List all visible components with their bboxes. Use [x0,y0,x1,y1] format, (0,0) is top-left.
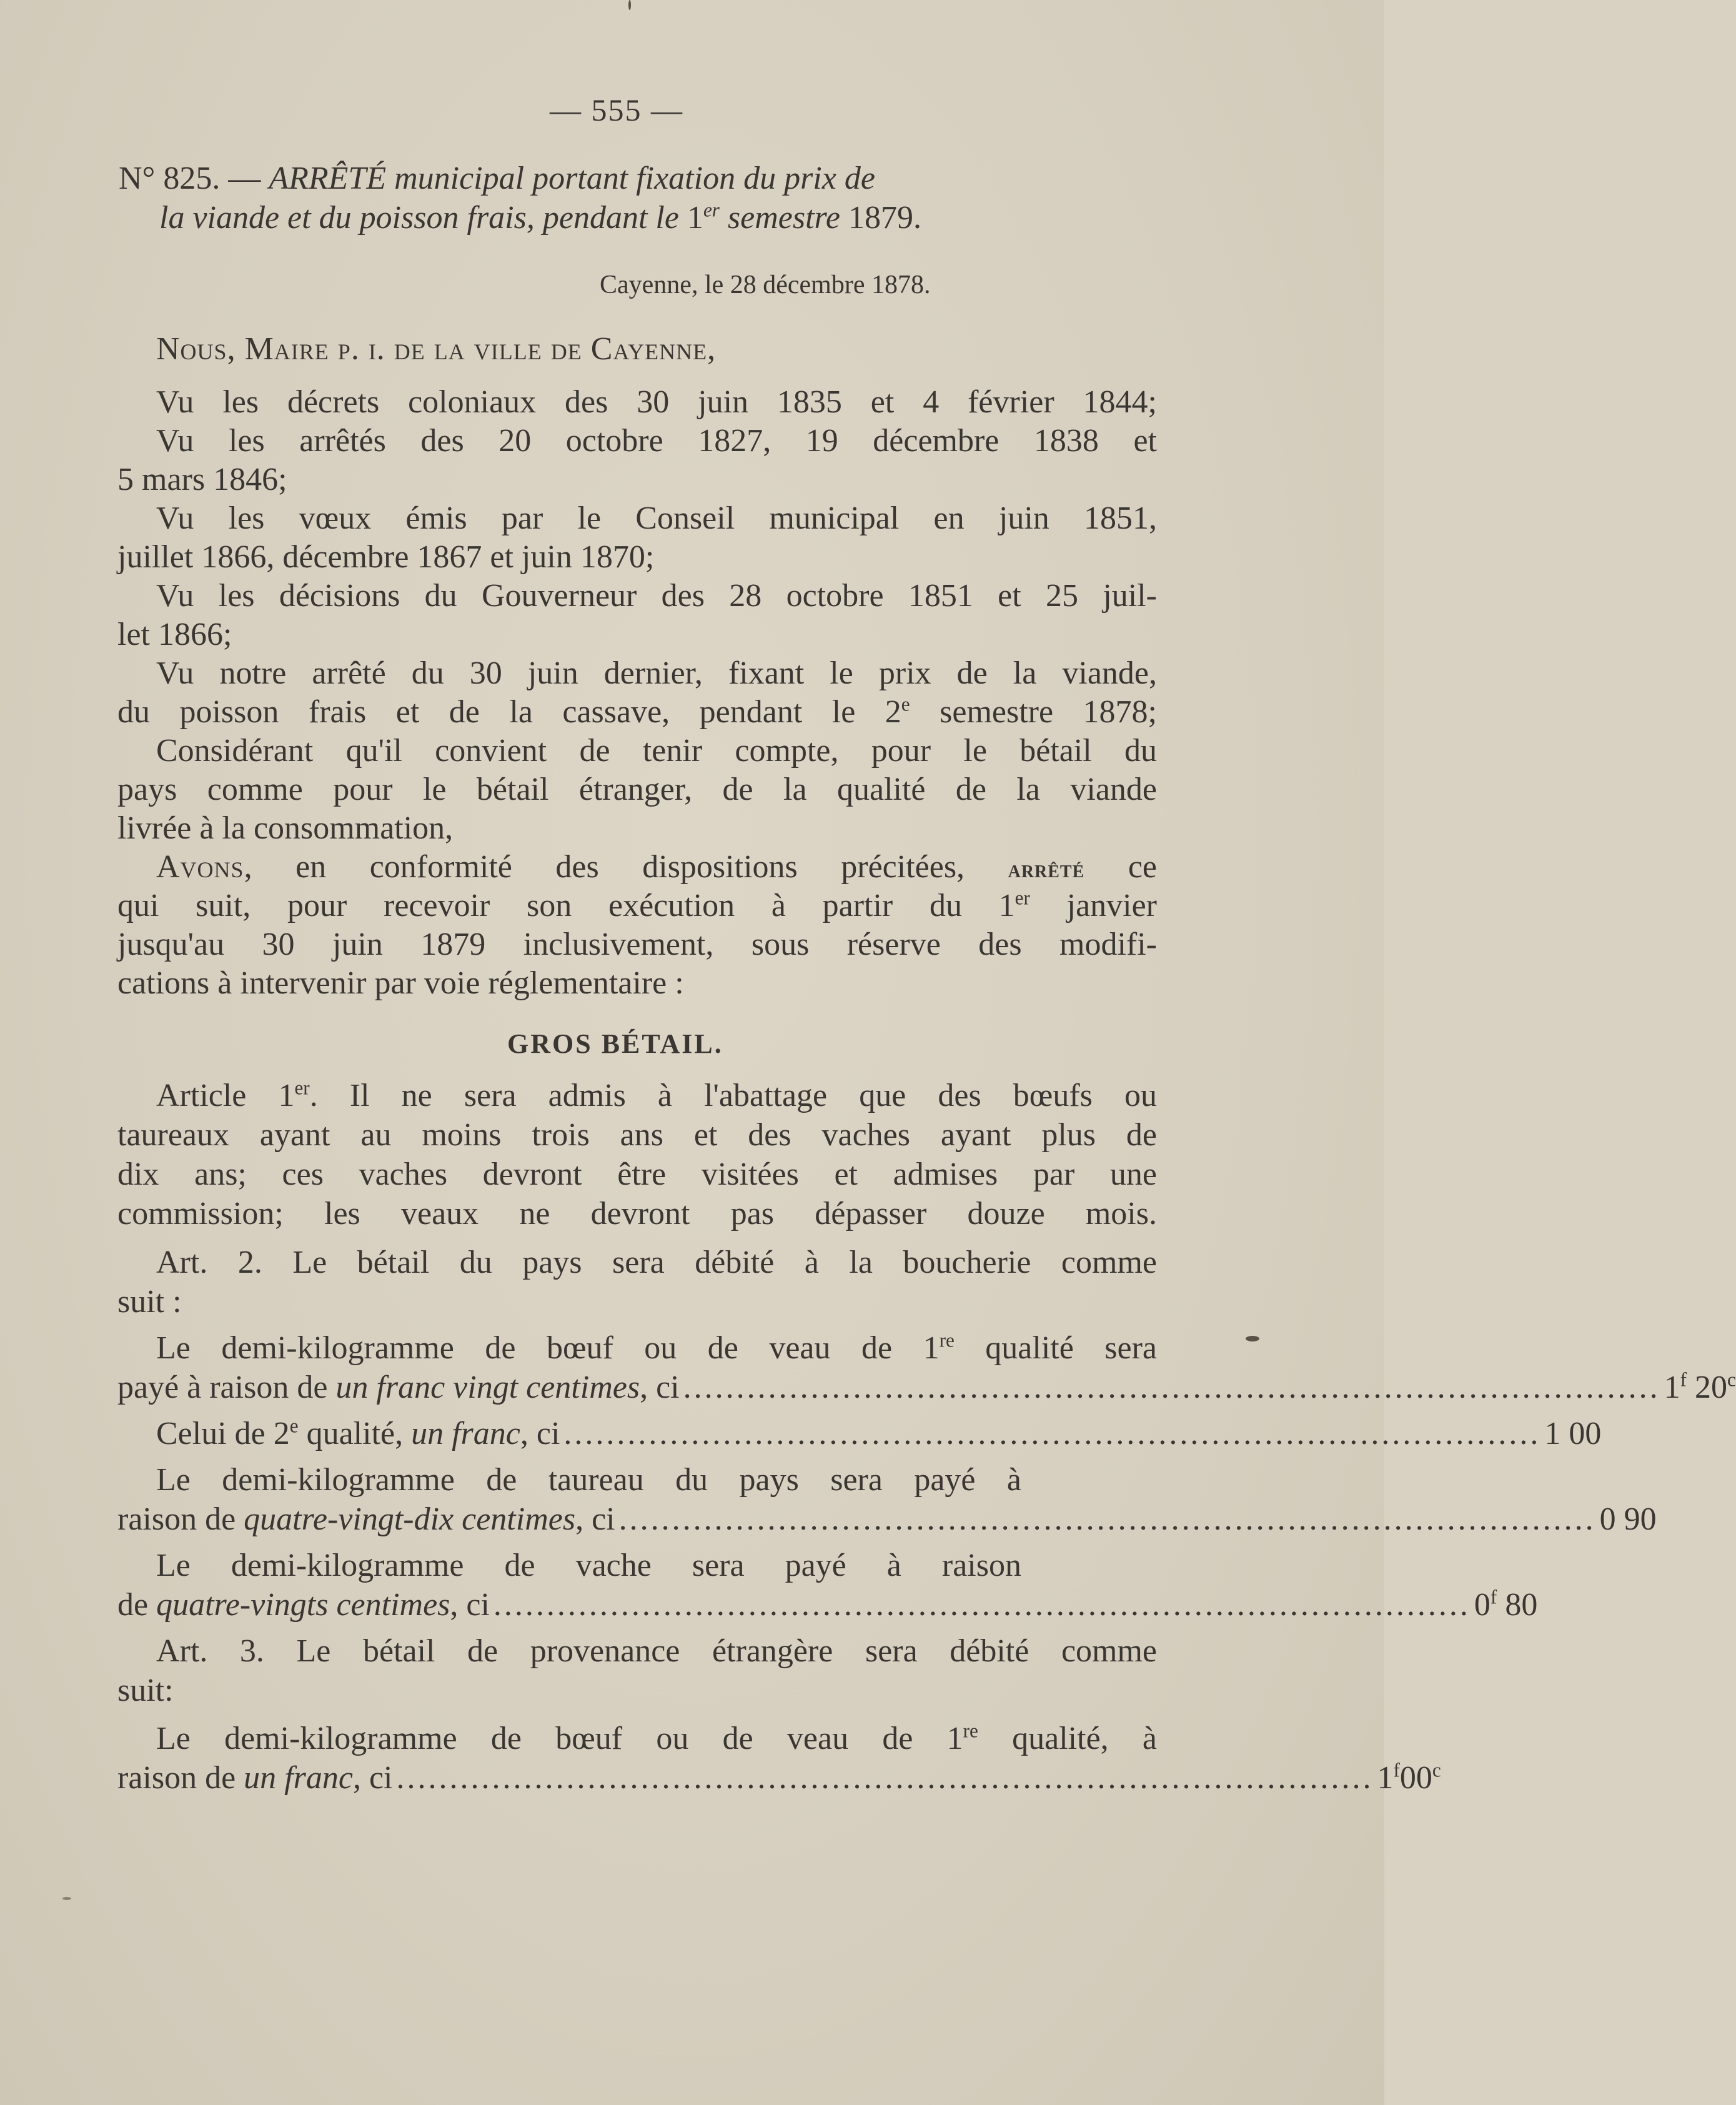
preamble-line: Vu les arrêtés des 20 octobre 1827, 19 décembre 1838 et [156,423,1157,459]
preamble-line [117,693,1157,732]
price-label [117,1500,615,1539]
avons-text: Avons [156,849,244,885]
price-unit-sup: f [1393,1759,1400,1781]
price-line [117,1759,1441,1798]
price-in-words: quatre-vingts centimes [156,1587,450,1623]
price-value-part: 1 [1377,1760,1394,1796]
decree-title-text: ARRÊTÉ municipal portant fixation du prix de [269,161,875,196]
preamble-line: Considérant qu'il convient de tenir compte, pour le bétail du [156,733,1157,769]
paper-speck [628,0,631,10]
ordinal-sup: re [939,1329,955,1351]
price-value: 0 90 [1599,1501,1657,1537]
price-unit-sup: c [1432,1759,1441,1781]
leader-dots: ............................................................................................ [396,1760,1374,1796]
price-item-line: Le demi-kilogramme de taureau du pays sera payé à [156,1462,1021,1498]
article-1-line: dix ans; ces vaches devront être visitées et admises par une [117,1157,1157,1192]
price-text: Le demi-kilogramme de bœuf ou de veau de 1 [156,1330,940,1366]
price-text: qualité, à [978,1721,1157,1756]
price-text: payé à raison de [117,1370,336,1405]
price-label [117,1368,680,1407]
price-value: 1 00 [1544,1416,1602,1451]
price-line [117,1500,1657,1539]
decree-title-line-2 [159,199,921,237]
price-text: , ci [640,1370,680,1405]
preamble-line: let 1866; [117,617,232,652]
price-value [1664,1368,1736,1407]
title-text: la viande et du poisson frais, pendant le [159,200,687,236]
price-value [1474,1586,1537,1625]
preamble-line [117,887,1157,925]
article-3-line: suit: [117,1673,174,1708]
paper-speck [62,1897,71,1900]
preamble-text: semestre 1878; [910,694,1157,730]
ordinal-sup: e [901,693,910,715]
article-2-line: suit : [117,1284,182,1320]
preamble-line: Vu les décisions du Gouverneur des 28 octobre 1851 et 25 juil- [156,578,1157,614]
preamble-line [156,330,1157,369]
leader-dots: ............................................................................................ [563,1416,1541,1451]
article-2-line: Art. 2. Le bétail du pays sera débité à la boucherie comme [156,1245,1157,1280]
article-1-line: commission; les veaux ne devront pas dépasser douze mois. [117,1196,1157,1232]
price-text: qualité, [298,1416,412,1451]
preamble-line: livrée à la consommation, [117,810,454,846]
leader-dots: ............................................................................................ [683,1370,1660,1405]
price-text: Celui de 2 [156,1416,290,1451]
price-line [117,1368,1736,1407]
title-text: semestre [719,200,848,236]
price-unit-sup: c [1727,1368,1736,1391]
preamble-line: Vu les vœux émis par le Conseil municipal en juin 1851, [156,500,1157,536]
article-1-line: taureaux ayant au moins trois ans et des vaches ayant plus de [117,1117,1157,1153]
price-text: Le demi-kilogramme de bœuf ou de veau de 1 [156,1721,963,1756]
price-text: , ci [450,1587,490,1623]
price-value-part: 00 [1399,1760,1432,1796]
paper-speck [1246,1336,1259,1341]
price-text: raison de [117,1501,244,1537]
price-in-words: un franc [244,1760,353,1796]
preamble-text: qui suit, pour recevoir son exécution à partir du 1 [117,888,1015,923]
article-3-line: Art. 3. Le bétail de provenance étrangère sera débité comme [156,1633,1157,1669]
price-in-words: quatre-vingt-dix centimes [244,1501,576,1537]
price-text: de [117,1587,157,1623]
page-number: — 555 — [550,92,683,127]
ordinal-sup: e [289,1415,299,1437]
section-heading: GROS BÉTAIL. [507,1028,723,1059]
preamble-text: Nous, Maire p. i. de la ville de Cayenne, [156,331,717,367]
price-text: qualité sera [954,1330,1158,1366]
leader-dots: ............................................................................................ [493,1587,1471,1623]
price-value [1377,1759,1441,1798]
price-in-words: un franc vingt centimes [335,1370,640,1405]
leader-dots: ............................................................................................ [618,1501,1596,1537]
article-text: . Il ne sera admis à l'abattage que des bœufs ou [309,1078,1157,1113]
article-1-line [156,1077,1157,1115]
preamble-line: cations à intervenir par voie réglementaire : [117,965,684,1001]
price-unit-sup: f [1680,1368,1687,1391]
title-year: 1879. [848,200,921,236]
preamble-line: jusqu'au 30 juin 1879 inclusivement, sous réserve des modifi- [117,927,1157,962]
title-ordinal-sup: er [703,199,720,221]
arrete-text: arrêté [1008,855,1085,883]
price-unit-sup: f [1490,1586,1497,1608]
decree-number: N° 825. [119,161,221,196]
preamble-line: Vu notre arrêté du 30 juin dernier, fixant le prix de la viande, [156,655,1157,691]
preamble-line [156,848,1157,888]
ordinal-sup: re [963,1719,978,1742]
price-text: , ci [575,1501,615,1537]
price-line [156,1415,1602,1453]
preamble-text: , en conformité des dispositions précitées, [244,849,1008,885]
price-text: , ci [352,1760,393,1796]
ordinal-sup: er [294,1077,310,1099]
price-value-part: 0 [1474,1587,1490,1623]
price-text: raison de [117,1760,244,1796]
title-dash: — [228,161,261,196]
price-value-part: 80 [1497,1587,1538,1623]
decree-title-line-1 [119,159,875,198]
price-label [117,1759,392,1798]
price-value-part: 1 [1664,1370,1680,1405]
article-text: Article 1 [156,1078,295,1113]
ordinal-sup: er [1014,887,1030,909]
price-label [117,1586,490,1625]
preamble-text: janvier [1029,888,1157,923]
title-ordinal: 1 [687,200,703,236]
preamble-line: juillet 1866, décembre 1867 et juin 1870; [117,539,655,575]
preamble-line: 5 mars 1846; [117,462,287,497]
price-item-line: Le demi-kilogramme de vache sera payé à raison [156,1548,1021,1583]
preamble-text: ce [1084,849,1157,885]
price-value-part: 20 [1687,1370,1727,1405]
preamble-text: du poisson frais et de la cassave, pendant le 2 [117,694,901,730]
preamble-line: pays comme pour le bétail étranger, de la qualité de la viande [117,772,1157,807]
date-line: Cayenne, le 28 décembre 1878. [600,271,931,299]
price-item-line [156,1329,1157,1368]
preamble-line: Vu les décrets coloniaux des 30 juin 1835 et 4 février 1844; [156,384,1157,420]
price-item-line [156,1719,1157,1758]
price-label [156,1415,560,1453]
price-text: , ci [520,1416,560,1451]
price-line [117,1586,1538,1625]
price-in-words: un franc [411,1416,520,1451]
